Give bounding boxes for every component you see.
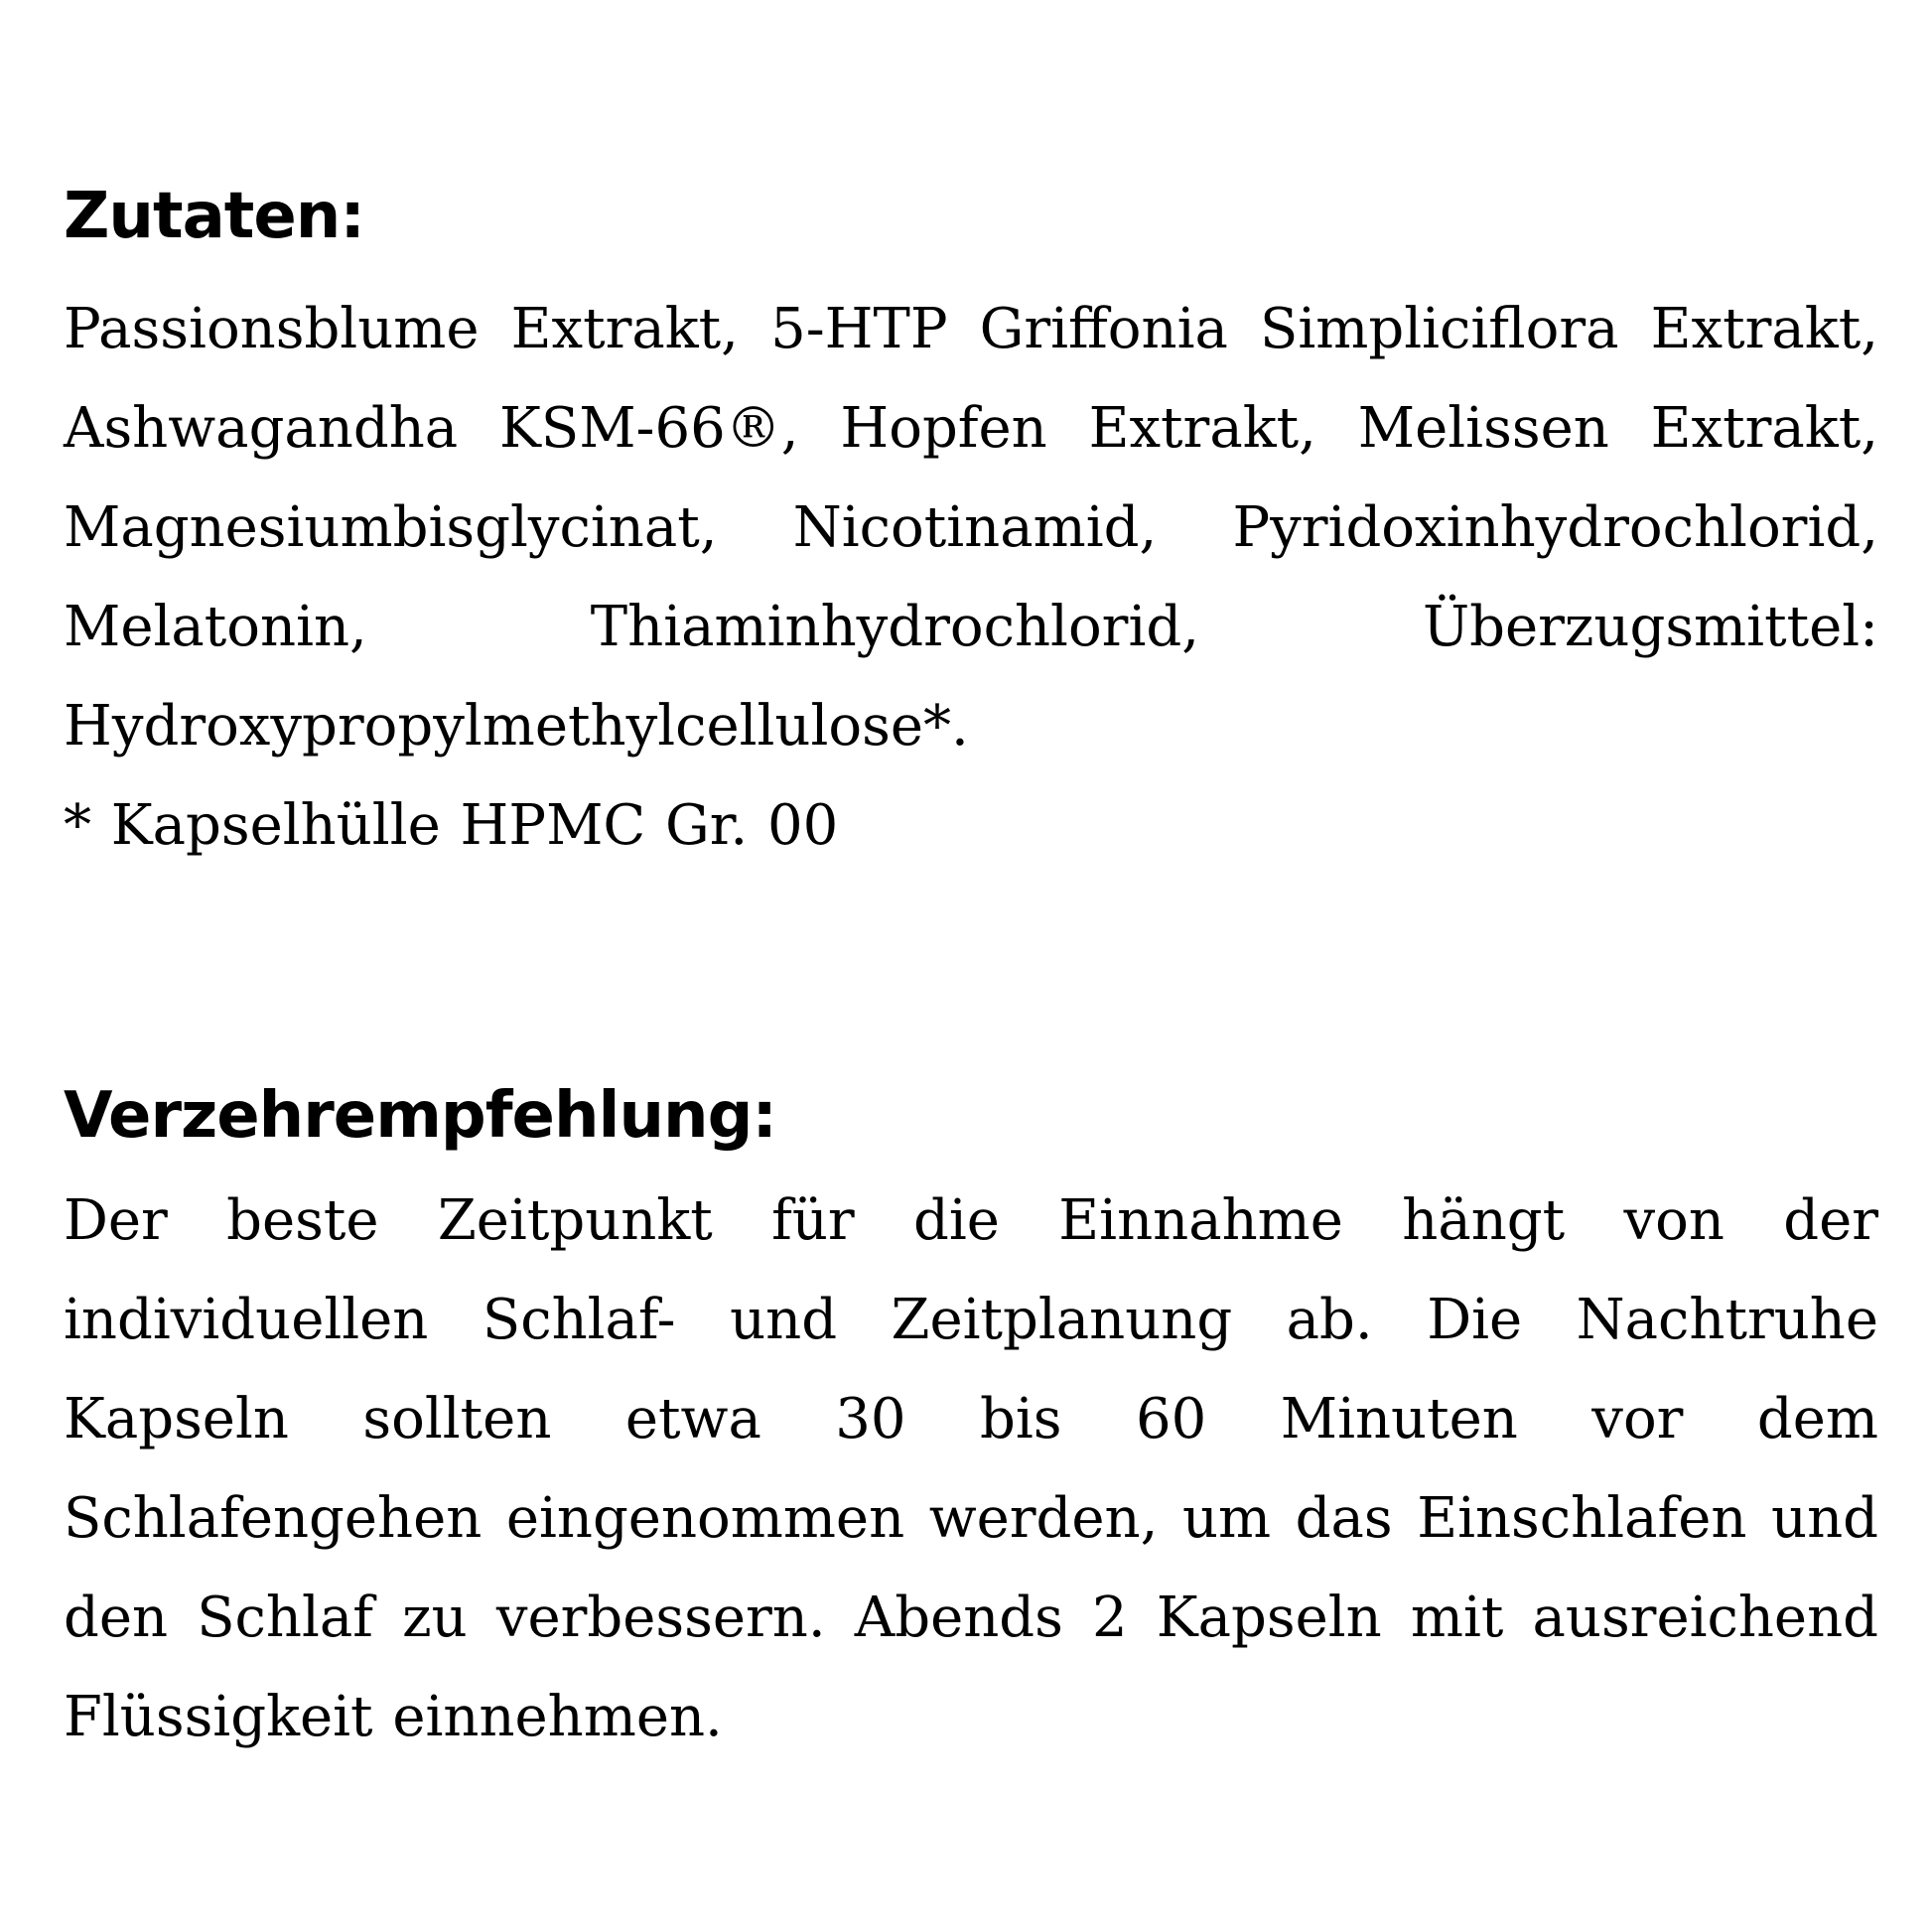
usage-heading: Verzehrempfehlung:: [64, 1079, 776, 1153]
ingredients-text: Passionsblume Extrakt, 5-HTP Griffonia Simpliciflora Extrakt, Ashwagandha KSM-66®, Hopfen Extrakt, Melissen Extrakt, Magnesiumbisglycinat, Nicotinamid, Pyridoxinhydrochlorid, Melatonin, Thiaminhydrochlorid, Überzugsmittel: Hydroxypropylmethylcellulose*.: [64, 297, 1878, 759]
product-info-page: [64, 0, 1878, 1932]
capsule-footnote: * Kapselhülle HPMC Gr. 00: [64, 793, 839, 858]
usage-text: Der beste Zeitpunkt für die Einnahme hängt von der individuellen Schlaf- und Zeitplanung ab. Die Nachtruhe Kapseln sollten etwa 30 bis 60 Minuten vor dem Schlafengehen eingenommen werden, um das Einschlafen und den Schlaf zu verbessern. Abends 2 Kapseln mit ausreichend Flüssigkeit einnehmen.: [64, 1188, 1878, 1749]
ingredients-heading: Zutaten:: [64, 180, 364, 253]
